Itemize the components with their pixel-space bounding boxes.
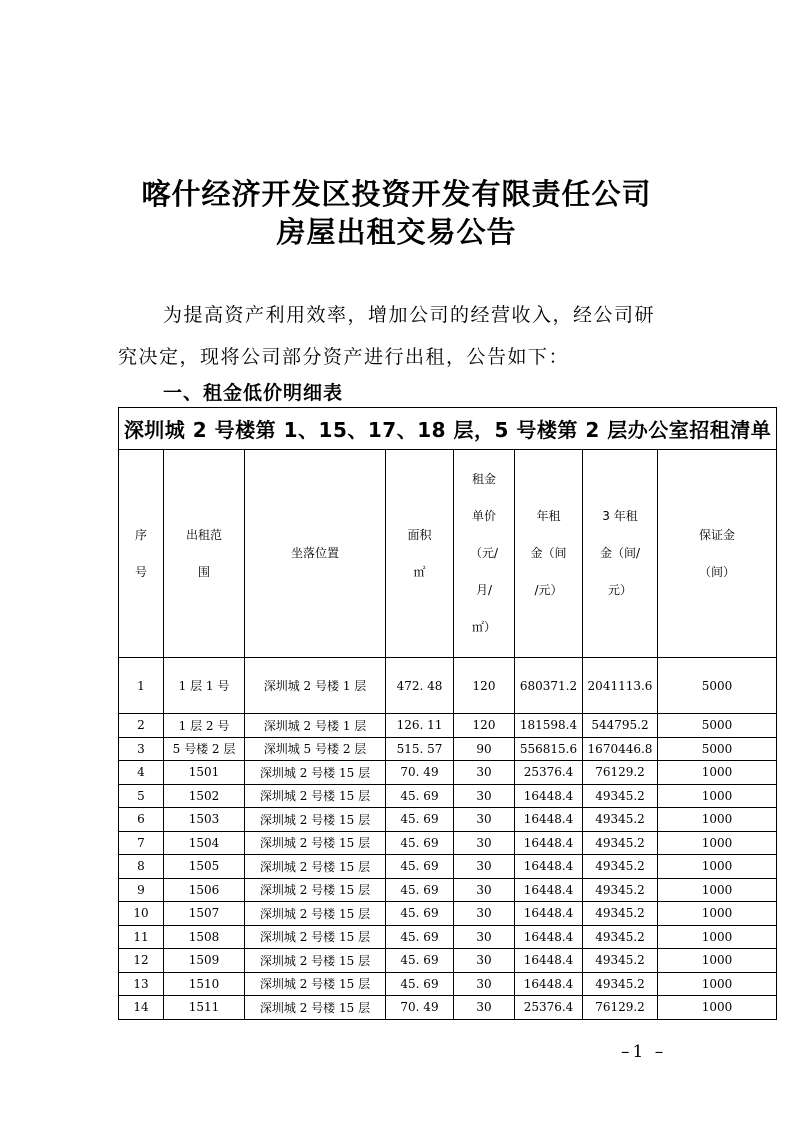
cell-deposit: 5000: [658, 737, 777, 761]
col-header-area: 面积 ㎡: [386, 450, 454, 658]
cell-annual-rent: 181598.4: [515, 714, 583, 738]
cell-rental-scope: 5 号楼 2 层: [164, 737, 245, 761]
cell-rental-scope: 1506: [164, 878, 245, 902]
cell-rental-scope: 1 层 1 号: [164, 658, 245, 714]
cell-index: 9: [119, 878, 164, 902]
cell-location: 深圳城 2 号楼 15 层: [245, 761, 386, 785]
cell-rental-scope: 1507: [164, 902, 245, 926]
cell-3yr-rent: 49345.2: [583, 925, 658, 949]
cell-annual-rent: 16448.4: [515, 925, 583, 949]
cell-annual-rent: 680371.2: [515, 658, 583, 714]
cell-area: 45. 69: [386, 808, 454, 832]
cell-unit-price: 30: [454, 808, 515, 832]
cell-unit-price: 90: [454, 737, 515, 761]
document-title: 喀什经济开发区投资开发有限责任公司: [141, 177, 652, 211]
cell-deposit: 5000: [658, 714, 777, 738]
table-row: [119, 902, 777, 926]
col-header-rental-scope: 出租范 围: [164, 450, 245, 658]
cell-area: 45. 69: [386, 925, 454, 949]
cell-annual-rent: 16448.4: [515, 972, 583, 996]
cell-rental-scope: 1501: [164, 761, 245, 785]
rental-price-table: [118, 407, 777, 1020]
cell-annual-rent: 16448.4: [515, 784, 583, 808]
document-subtitle: 房屋出租交易公告: [276, 215, 517, 249]
cell-area: 45. 69: [386, 972, 454, 996]
cell-rental-scope: 1511: [164, 996, 245, 1020]
cell-area: 45. 69: [386, 949, 454, 973]
table-row: [119, 996, 777, 1020]
cell-area: 45. 69: [386, 902, 454, 926]
cell-3yr-rent: 49345.2: [583, 972, 658, 996]
cell-area: 126. 11: [386, 714, 454, 738]
cell-area: 45. 69: [386, 855, 454, 879]
cell-annual-rent: 25376.4: [515, 996, 583, 1020]
cell-unit-price: 30: [454, 949, 515, 973]
cell-area: 70. 49: [386, 996, 454, 1020]
cell-index: 5: [119, 784, 164, 808]
cell-index: 1: [119, 658, 164, 714]
table-header-row: [119, 450, 777, 658]
cell-location: 深圳城 2 号楼 15 层: [245, 855, 386, 879]
cell-index: 12: [119, 949, 164, 973]
cell-location: 深圳城 5 号楼 2 层: [245, 737, 386, 761]
cell-location: 深圳城 2 号楼 15 层: [245, 831, 386, 855]
cell-area: 70. 49: [386, 761, 454, 785]
cell-location: 深圳城 2 号楼 15 层: [245, 925, 386, 949]
cell-rental-scope: 1510: [164, 972, 245, 996]
cell-index: 6: [119, 808, 164, 832]
table-row: [119, 808, 777, 832]
cell-location: 深圳城 2 号楼 15 层: [245, 784, 386, 808]
col-header-unit-price: 租金 单价 （元/ 月/ ㎡）: [454, 450, 515, 658]
cell-index: 7: [119, 831, 164, 855]
cell-3yr-rent: 2041113.6: [583, 658, 658, 714]
cell-3yr-rent: 76129.2: [583, 996, 658, 1020]
intro-paragraph-line-2: 究决定，现将公司部分资产进行出租，公告如下：: [118, 346, 570, 368]
cell-3yr-rent: 544795.2: [583, 714, 658, 738]
cell-annual-rent: 16448.4: [515, 949, 583, 973]
cell-unit-price: 30: [454, 902, 515, 926]
cell-unit-price: 30: [454, 925, 515, 949]
col-header-location: 坐落位置: [245, 450, 386, 658]
cell-annual-rent: 16448.4: [515, 878, 583, 902]
page-number: –1 –: [621, 1042, 667, 1062]
cell-3yr-rent: 49345.2: [583, 855, 658, 879]
cell-deposit: 1000: [658, 902, 777, 926]
cell-rental-scope: 1509: [164, 949, 245, 973]
cell-rental-scope: 1 层 2 号: [164, 714, 245, 738]
table-row: [119, 949, 777, 973]
section-heading: 一、租金低价明细表: [163, 382, 344, 404]
table-row: [119, 737, 777, 761]
table-row: [119, 784, 777, 808]
col-header-deposit: 保证金 （间）: [658, 450, 777, 658]
cell-3yr-rent: 49345.2: [583, 949, 658, 973]
cell-unit-price: 30: [454, 831, 515, 855]
cell-location: 深圳城 2 号楼 15 层: [245, 902, 386, 926]
cell-rental-scope: 1508: [164, 925, 245, 949]
cell-annual-rent: 16448.4: [515, 855, 583, 879]
cell-3yr-rent: 49345.2: [583, 878, 658, 902]
cell-location: 深圳城 2 号楼 15 层: [245, 878, 386, 902]
cell-deposit: 1000: [658, 949, 777, 973]
table-caption: 深圳城 2 号楼第 1、15、17、18 层，5 号楼第 2 层办公室招租清单: [119, 408, 777, 450]
cell-index: 2: [119, 714, 164, 738]
col-header-annual-rent: 年租 金（间 /元）: [515, 450, 583, 658]
cell-deposit: 1000: [658, 972, 777, 996]
cell-index: 4: [119, 761, 164, 785]
cell-deposit: 5000: [658, 658, 777, 714]
cell-rental-scope: 1503: [164, 808, 245, 832]
table-row: [119, 972, 777, 996]
cell-deposit: 1000: [658, 784, 777, 808]
cell-3yr-rent: 49345.2: [583, 902, 658, 926]
table-row: [119, 761, 777, 785]
cell-location: 深圳城 2 号楼 15 层: [245, 996, 386, 1020]
cell-rental-scope: 1504: [164, 831, 245, 855]
cell-3yr-rent: 49345.2: [583, 784, 658, 808]
cell-unit-price: 120: [454, 714, 515, 738]
cell-annual-rent: 16448.4: [515, 831, 583, 855]
cell-unit-price: 30: [454, 878, 515, 902]
cell-annual-rent: 25376.4: [515, 761, 583, 785]
cell-annual-rent: 16448.4: [515, 902, 583, 926]
cell-annual-rent: 16448.4: [515, 808, 583, 832]
cell-location: 深圳城 2 号楼 1 层: [245, 714, 386, 738]
cell-area: 472. 48: [386, 658, 454, 714]
cell-unit-price: 30: [454, 855, 515, 879]
cell-index: 3: [119, 737, 164, 761]
table-row: [119, 831, 777, 855]
cell-unit-price: 30: [454, 784, 515, 808]
cell-unit-price: 30: [454, 972, 515, 996]
cell-unit-price: 120: [454, 658, 515, 714]
cell-index: 8: [119, 855, 164, 879]
table-row: [119, 855, 777, 879]
cell-deposit: 1000: [658, 808, 777, 832]
cell-location: 深圳城 2 号楼 15 层: [245, 808, 386, 832]
cell-deposit: 1000: [658, 855, 777, 879]
cell-3yr-rent: 49345.2: [583, 808, 658, 832]
cell-area: 515. 57: [386, 737, 454, 761]
cell-index: 14: [119, 996, 164, 1020]
intro-paragraph-line-1: 为提高资产利用效率，增加公司的经营收入，经公司研: [163, 304, 656, 326]
cell-deposit: 1000: [658, 761, 777, 785]
table-row: [119, 878, 777, 902]
cell-unit-price: 30: [454, 761, 515, 785]
table-row: [119, 714, 777, 738]
cell-deposit: 1000: [658, 878, 777, 902]
cell-index: 11: [119, 925, 164, 949]
cell-deposit: 1000: [658, 831, 777, 855]
col-header-3yr-rent: 3 年租 金（间/ 元）: [583, 450, 658, 658]
cell-area: 45. 69: [386, 831, 454, 855]
cell-index: 10: [119, 902, 164, 926]
cell-area: 45. 69: [386, 878, 454, 902]
cell-3yr-rent: 1670446.8: [583, 737, 658, 761]
cell-area: 45. 69: [386, 784, 454, 808]
cell-deposit: 1000: [658, 925, 777, 949]
cell-3yr-rent: 49345.2: [583, 831, 658, 855]
table-row: [119, 658, 777, 714]
cell-unit-price: 30: [454, 996, 515, 1020]
cell-rental-scope: 1505: [164, 855, 245, 879]
cell-3yr-rent: 76129.2: [583, 761, 658, 785]
table-row: [119, 925, 777, 949]
col-header-index: 序 号: [119, 450, 164, 658]
cell-location: 深圳城 2 号楼 1 层: [245, 658, 386, 714]
cell-rental-scope: 1502: [164, 784, 245, 808]
cell-annual-rent: 556815.6: [515, 737, 583, 761]
cell-location: 深圳城 2 号楼 15 层: [245, 972, 386, 996]
cell-deposit: 1000: [658, 996, 777, 1020]
cell-index: 13: [119, 972, 164, 996]
cell-location: 深圳城 2 号楼 15 层: [245, 949, 386, 973]
